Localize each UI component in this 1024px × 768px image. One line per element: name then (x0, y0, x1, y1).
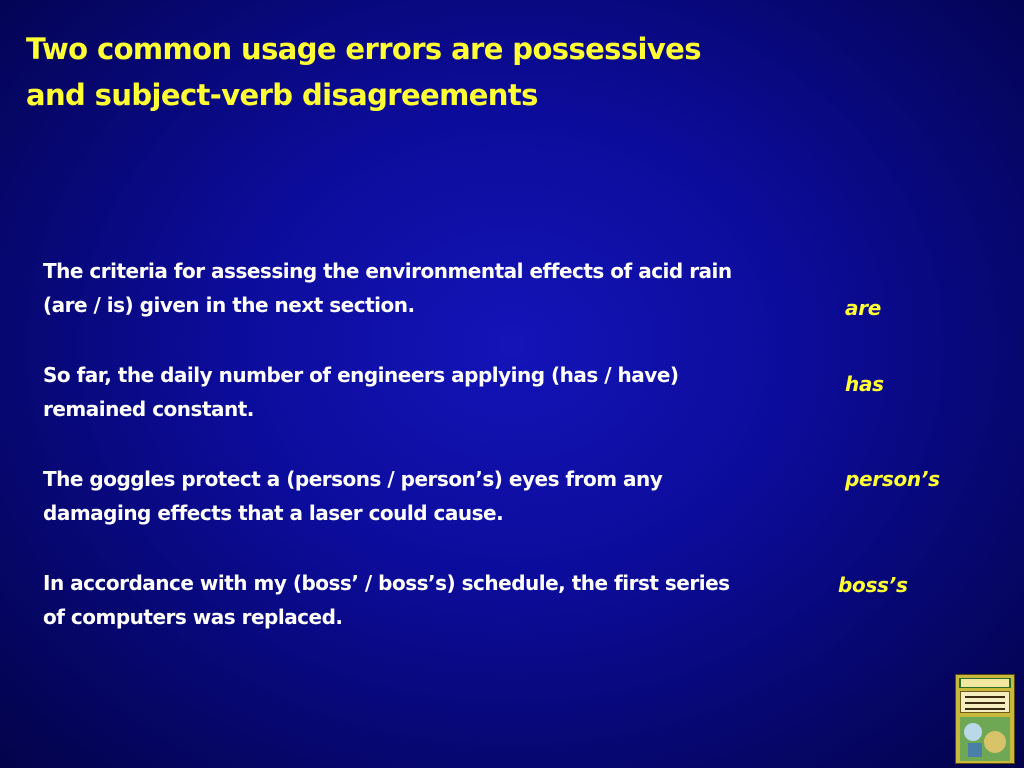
exercise-item-4 (43, 566, 803, 634)
title-line-1: Two common usage errors are possessives (26, 32, 701, 66)
exercise-item-2 (43, 358, 803, 426)
slide-title (26, 26, 786, 118)
answer-3: person’s (845, 467, 940, 491)
exercise-item-3-line-2: damaging effects that a laser could cause. (43, 501, 504, 525)
exercise-item-4-line-2: of computers was replaced. (43, 605, 343, 629)
book-cover-artwork (960, 717, 1010, 761)
exercise-item-3-line-1: The goggles protect a (persons / person’s) eyes from any (43, 467, 663, 491)
book-cover-title-panel (960, 691, 1010, 713)
answer-2: has (845, 372, 884, 396)
exercise-item-4-line-1: In accordance with my (boss’ / boss’s) schedule, the first series (43, 571, 730, 595)
answer-4: boss’s (838, 573, 908, 597)
title-line-2: and subject-verb disagreements (26, 78, 538, 112)
exercise-item-1-line-2: (are / is) given in the next section. (43, 293, 415, 317)
exercise-item-1 (43, 254, 803, 322)
exercise-item-3 (43, 462, 803, 530)
book-cover-icon (955, 674, 1015, 764)
exercise-item-2-line-1: So far, the daily number of engineers applying (has / have) (43, 363, 679, 387)
exercise-item-2-line-2: remained constant. (43, 397, 254, 421)
answer-1: are (845, 296, 882, 320)
book-cover-author-label (961, 679, 1009, 687)
exercise-item-1-line-1: The criteria for assessing the environmental effects of acid rain (43, 259, 732, 283)
